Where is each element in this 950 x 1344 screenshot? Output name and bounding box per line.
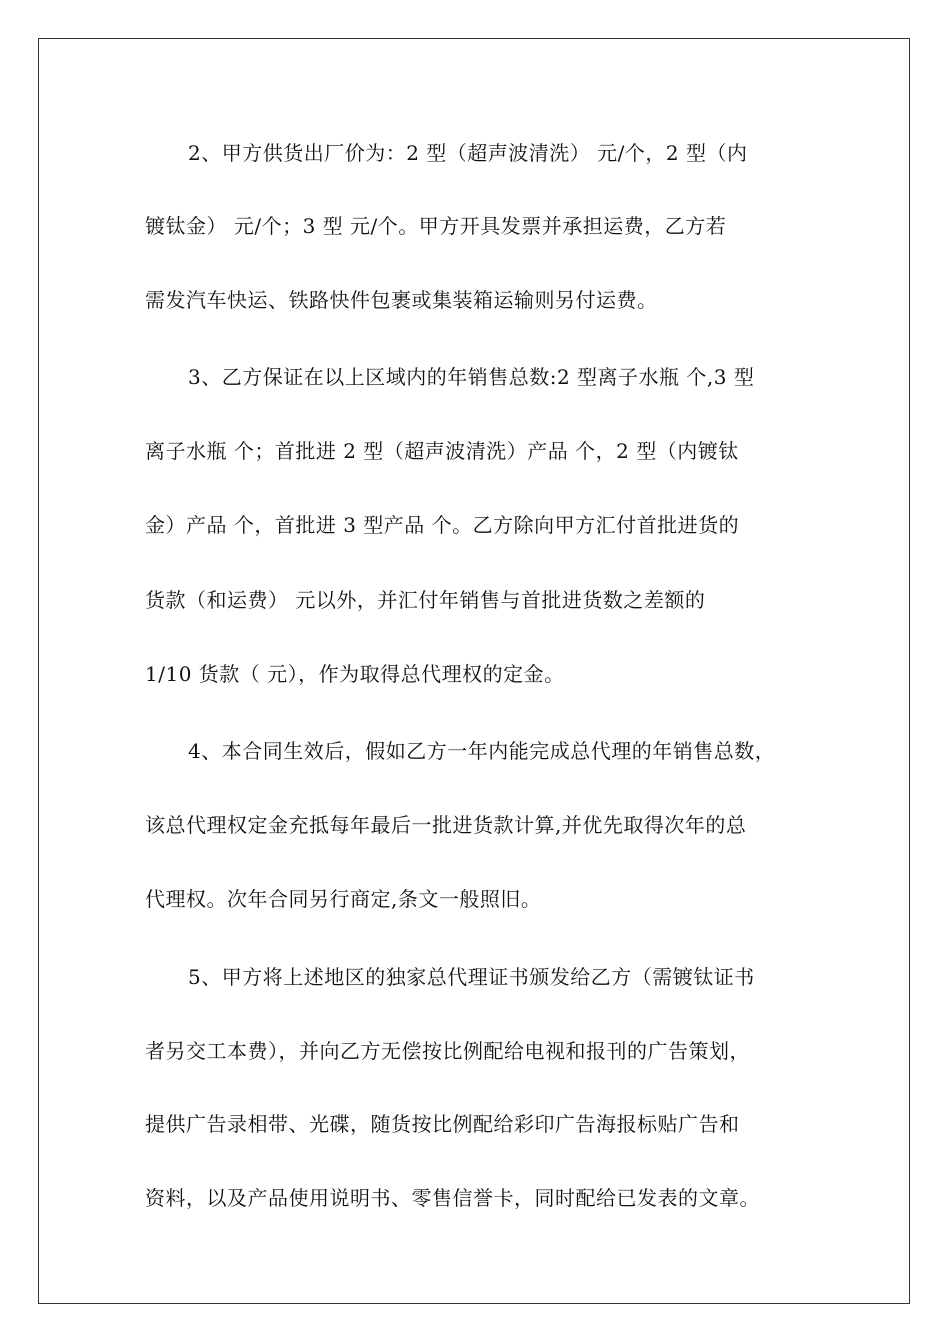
clause-2-line-3: 需发汽车快运、铁路快件包裹或集装箱运输则另付运费。 bbox=[145, 288, 658, 312]
clause-4-line-1: 4、本合同生效后，假如乙方一年内能完成总代理的年销售总数， bbox=[188, 739, 776, 763]
clause-2-line-2: 镀钛金） 元/个；3 型 元/个。甲方开具发票并承担运费，乙方若 bbox=[145, 214, 727, 238]
clause-4-line-2: 该总代理权定金充抵每年最后一批进货款计算,并优先取得次年的总 bbox=[145, 813, 747, 837]
clause-4-line-3: 代理权。次年合同另行商定,条文一般照旧。 bbox=[145, 887, 542, 911]
clause-5-line-1: 5、甲方将上述地区的独家总代理证书颁发给乙方（需镀钛证书 bbox=[188, 965, 755, 989]
clause-5-line-4: 资料，以及产品使用说明书、零售信誉卡，同时配给已发表的文章。 bbox=[145, 1186, 760, 1210]
clause-3-line-1: 3、乙方保证在以上区域内的年销售总数:2 型离子水瓶 个,3 型 bbox=[188, 365, 755, 389]
clause-3-line-4: 货款（和运费） 元以外，并汇付年销售与首批进货数之差额的 bbox=[145, 588, 706, 612]
clause-3-line-5: 1/10 货款（ 元），作为取得总代理权的定金。 bbox=[145, 662, 565, 686]
clause-2-line-1: 2、甲方供货出厂价为：2 型（超声波清洗） 元/个，2 型（内 bbox=[188, 141, 748, 165]
clause-3-line-3: 金）产品 个，首批进 3 型产品 个。乙方除向甲方汇付首批进货的 bbox=[145, 513, 740, 537]
clause-5-line-2: 者另交工本费），并向乙方无偿按比例配给电视和报刊的广告策划， bbox=[145, 1039, 750, 1063]
clause-5-line-3: 提供广告录相带、光碟，随货按比例配给彩印广告海报标贴广告和 bbox=[145, 1112, 740, 1136]
clause-3-line-2: 离子水瓶 个；首批进 2 型（超声波清洗）产品 个，2 型（内镀钛 bbox=[145, 439, 739, 463]
